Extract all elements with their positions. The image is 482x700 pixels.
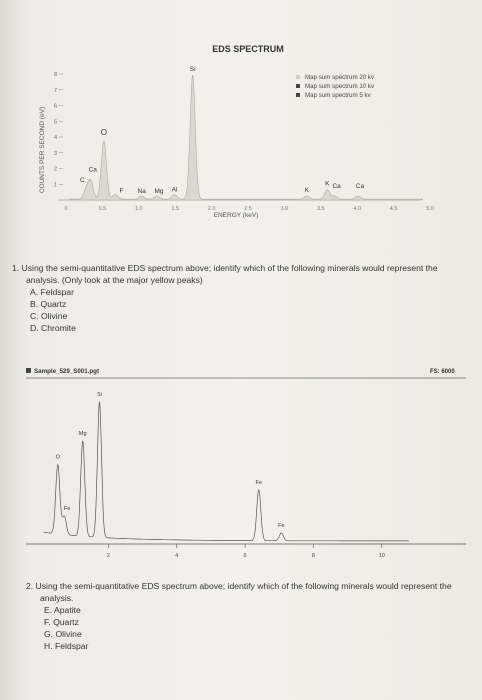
question-1 xyxy=(12,262,472,334)
chart1-ylabel: COUNTS PER SECOND (eV) xyxy=(39,106,46,194)
chart1-x-tick-label: 1.0 xyxy=(134,206,143,212)
chart1-peak-label: F xyxy=(119,187,124,195)
chart1-y-tick-label: 7 xyxy=(53,87,57,94)
chart2-peak-label: Fe xyxy=(255,479,262,486)
chart2-full-scale: FS: 6000 xyxy=(430,369,455,375)
chart2-x-ticks xyxy=(107,544,385,559)
chart1-peak-label: Ca xyxy=(355,183,365,191)
chart1-y-tick-label: 3 xyxy=(53,150,57,157)
chart1-peak-label: C xyxy=(80,176,85,184)
question-1-text: 1. Using the semi-quantitative EDS spectrum above; identify which of the following minerals would represent the analysis. (Only look at the major yellow peaks) xyxy=(12,263,438,285)
chart2-peak-label: O xyxy=(55,454,60,461)
chart2-header-marker xyxy=(26,368,31,373)
chart1-y-tick-label: 8 xyxy=(53,72,57,78)
legend-marker-20kv xyxy=(296,75,300,79)
chart2-x-tick-label: 4 xyxy=(175,553,179,559)
question-2-option-g[interactable]: G. Olivine xyxy=(44,629,82,639)
chart1-x-tick-label: 1.5 xyxy=(171,206,180,212)
chart1-peak-label: Al xyxy=(171,186,178,194)
legend-item-10kv: Map sum spectrum 10 kv xyxy=(305,83,375,90)
eds-spectrum-chart xyxy=(0,28,482,238)
chart1-y-tick-label: 4 xyxy=(53,135,57,141)
question-2-option-h[interactable]: H. Feldspar xyxy=(44,641,89,651)
chart1-peak-label: K xyxy=(325,180,330,188)
chart2-x-tick-label: 6 xyxy=(243,553,247,559)
chart2-spectrum-curve xyxy=(43,402,409,541)
chart2-peak-labels xyxy=(56,392,285,529)
chart2-x-tick-label: 2 xyxy=(106,553,110,559)
legend-item-20kv: Map sum spectrum 20 kv xyxy=(305,74,375,81)
chart2-x-tick-label: 10 xyxy=(378,553,385,559)
chart2-peak-label: Fe xyxy=(64,505,71,512)
chart1-x-ticks xyxy=(64,206,433,212)
chart1-x-tick-label: 4.5 xyxy=(389,206,398,212)
legend-marker-5kv xyxy=(296,93,300,97)
chart1-xlabel: ENERGY (keV) xyxy=(213,212,259,219)
chart1-peak-label: K xyxy=(304,187,310,195)
sample-spectrum-chart xyxy=(0,362,482,582)
chart2-peak-label: Si xyxy=(97,391,102,398)
question-2-option-e[interactable]: E. Apatite xyxy=(44,605,81,615)
chart1-peak-label: Ca xyxy=(88,166,97,174)
chart1-x-tick-label: 3.0 xyxy=(280,206,289,212)
chart1-peak-label: Ca xyxy=(332,182,341,190)
chart1-y-tick-label: 1 xyxy=(53,182,57,189)
chart1-x-tick-label: 0.5 xyxy=(98,206,107,212)
question-1-option-d[interactable]: D. Chromite xyxy=(30,323,76,333)
question-2 xyxy=(26,580,476,652)
chart1-peak-label: Na xyxy=(137,188,146,196)
chart2-header: Sample_529_S001.pgt xyxy=(34,368,100,375)
chart1-x-tick-label: 5.0 xyxy=(426,206,434,212)
legend-item-5kv: Map sum spectrum 5 kv xyxy=(305,92,371,99)
chart1-peak-label: O xyxy=(100,127,107,137)
question-2-option-f[interactable]: F. Quartz xyxy=(44,617,79,627)
chart1-x-tick-label: 0 xyxy=(64,206,68,212)
question-1-option-c[interactable]: C. Olivine xyxy=(30,311,68,321)
chart1-x-tick-label: 2.5 xyxy=(244,206,252,212)
chart1-peak-label: Mg xyxy=(154,188,164,196)
question-1-option-b[interactable]: B. Quartz xyxy=(30,299,67,309)
chart1-x-tick-label: 3.5 xyxy=(316,206,325,212)
chart1-title: EDS SPECTRUM xyxy=(212,44,284,54)
chart1-legend xyxy=(296,74,375,99)
chart1-peak-label: Si xyxy=(189,65,196,73)
legend-marker-10kv xyxy=(296,84,300,88)
question-1-option-a[interactable]: A. Feldspar xyxy=(30,287,74,297)
question-2-text: 2. Using the semi-quantitative EDS spectrum above; identify which of the following minerals would represent the analysis. xyxy=(26,581,452,603)
chart1-y-tick-label: 5 xyxy=(53,119,57,126)
chart1-y-tick-label: 2 xyxy=(53,166,57,173)
chart1-y-tick-label: 6 xyxy=(53,103,57,110)
chart2-peak-label: Fe xyxy=(278,523,285,530)
chart1-x-tick-label: 4.0 xyxy=(353,206,362,212)
chart2-peak-label: Mg xyxy=(78,430,87,437)
chart1-y-ticks xyxy=(54,72,63,188)
chart1-x-tick-label: 2.0 xyxy=(207,206,216,212)
chart2-x-tick-label: 8 xyxy=(311,553,315,559)
